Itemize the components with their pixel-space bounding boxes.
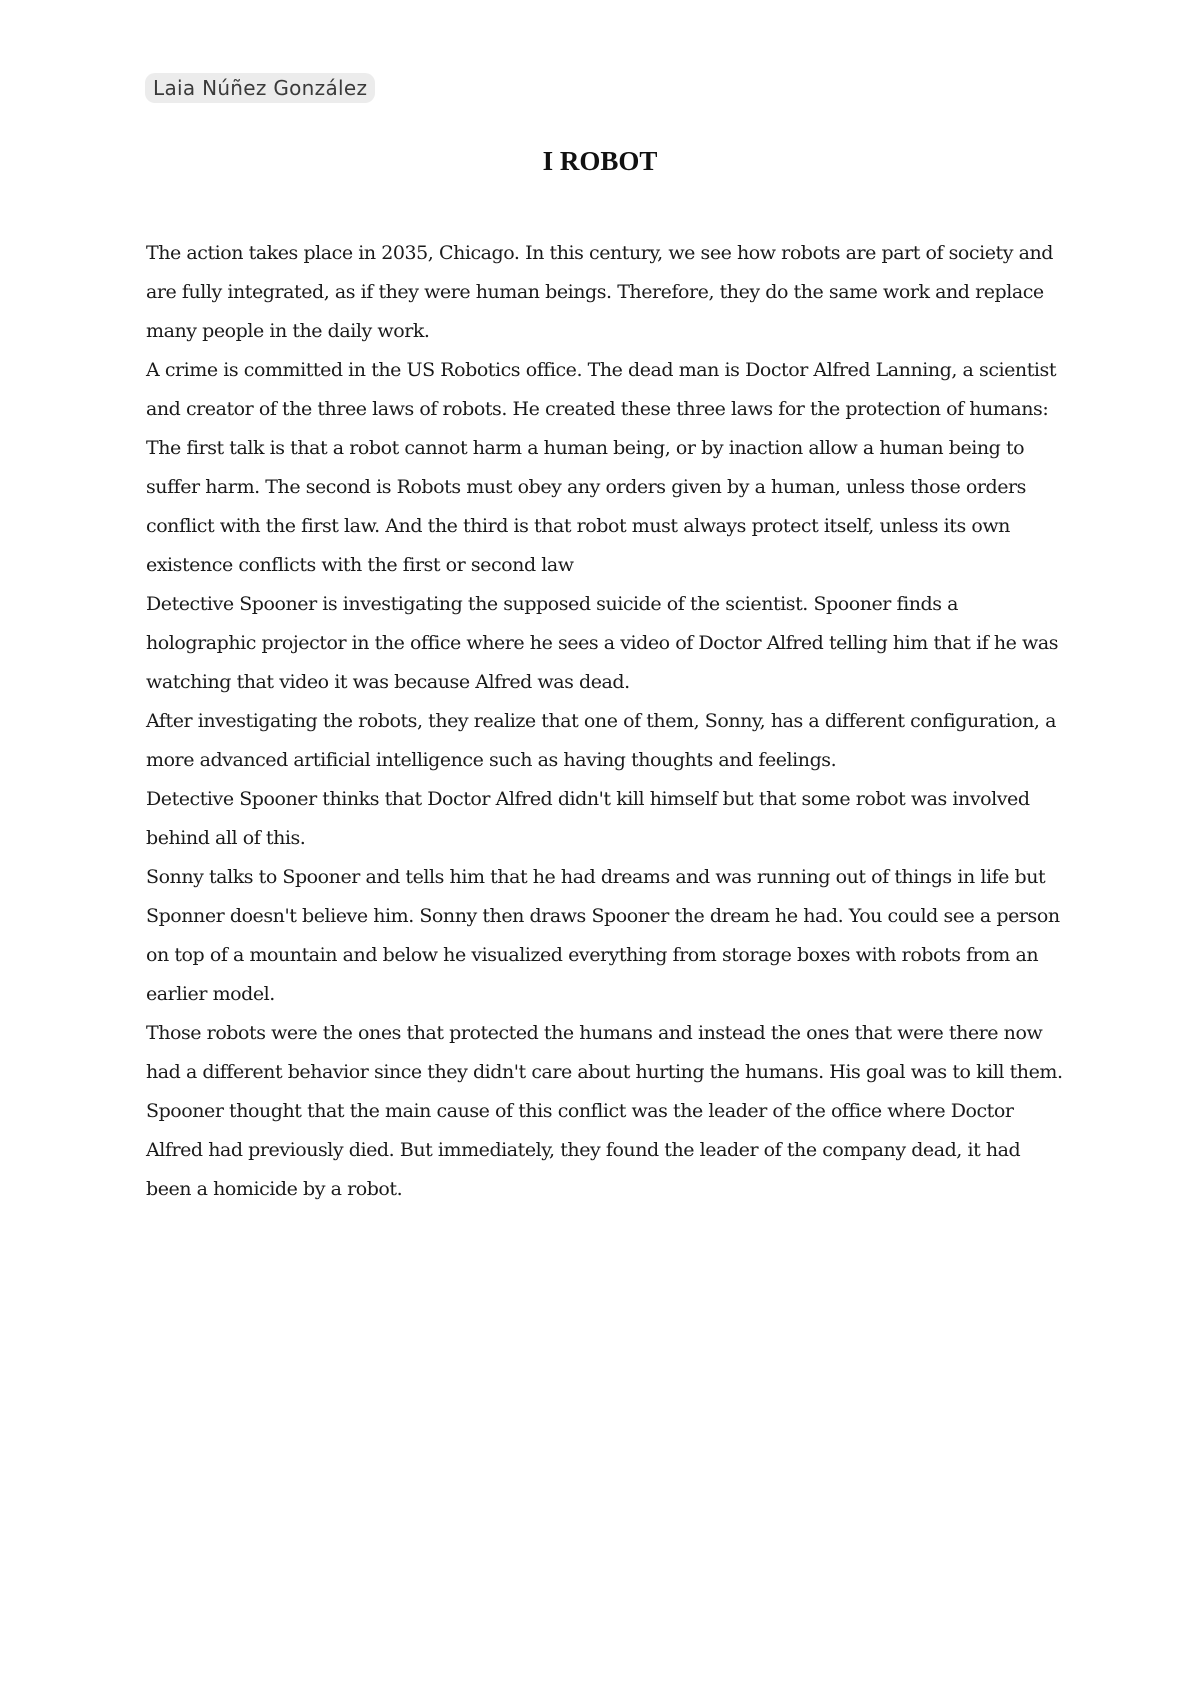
paragraph: A crime is committed in the US Robotics office. The dead man is Doctor Alfred Lanning, a scientist and creator of the three laws of robots. He created these three laws for the protection of humans: bbox=[146, 359, 1057, 420]
paragraph: After investigating the robots, they realize that one of them, Sonny, has a different configuration, a more advanced artificial intelligence such as having thoughts and feelings. bbox=[146, 710, 1056, 771]
paragraph: Detective Spooner thinks that Doctor Alfred didn't kill himself but that some robot was involved behind all of this. bbox=[146, 788, 1030, 849]
paragraph: Spooner thought that the main cause of this conflict was the leader of the office where Doctor Alfred had previously died. But immediately, they found the leader of the company dead, it had been a homicide by a robot. bbox=[146, 1100, 1021, 1200]
author-name: Laia Núñez González bbox=[145, 73, 375, 103]
document-title: I ROBOT bbox=[542, 146, 658, 176]
paragraph: The action takes place in 2035, Chicago. In this century, we see how robots are part of society and are fully integrated, as if they were human beings. Therefore, they do the same work and replace many people in the daily work. bbox=[146, 242, 1053, 342]
paragraph: Detective Spooner is investigating the supposed suicide of the scientist. Spooner finds a holographic projector in the office where he sees a video of Doctor Alfred telling him that if he was watching that video it was because Alfred was dead. bbox=[146, 593, 1059, 693]
paragraph: Those robots were the ones that protected the humans and instead the ones that were there now had a different behavior since they didn't care about hurting the humans. His goal was to kill them. bbox=[146, 1022, 1063, 1083]
document-body bbox=[146, 234, 1066, 1209]
paragraph: Sonny talks to Spooner and tells him that he had dreams and was running out of things in life but Sponner doesn't believe him. Sonny then draws Spooner the dream he had. You could see a person on top of a mountain and below he visualized everything from storage boxes with robots from an earlier model. bbox=[146, 866, 1060, 1005]
paragraph: The first talk is that a robot cannot harm a human being, or by inaction allow a human being to suffer harm. The second is Robots must obey any orders given by a human, unless those orders conflict with the first law. And the third is that robot must always protect itself, unless its own existence conflicts with the first or second law bbox=[146, 437, 1026, 576]
